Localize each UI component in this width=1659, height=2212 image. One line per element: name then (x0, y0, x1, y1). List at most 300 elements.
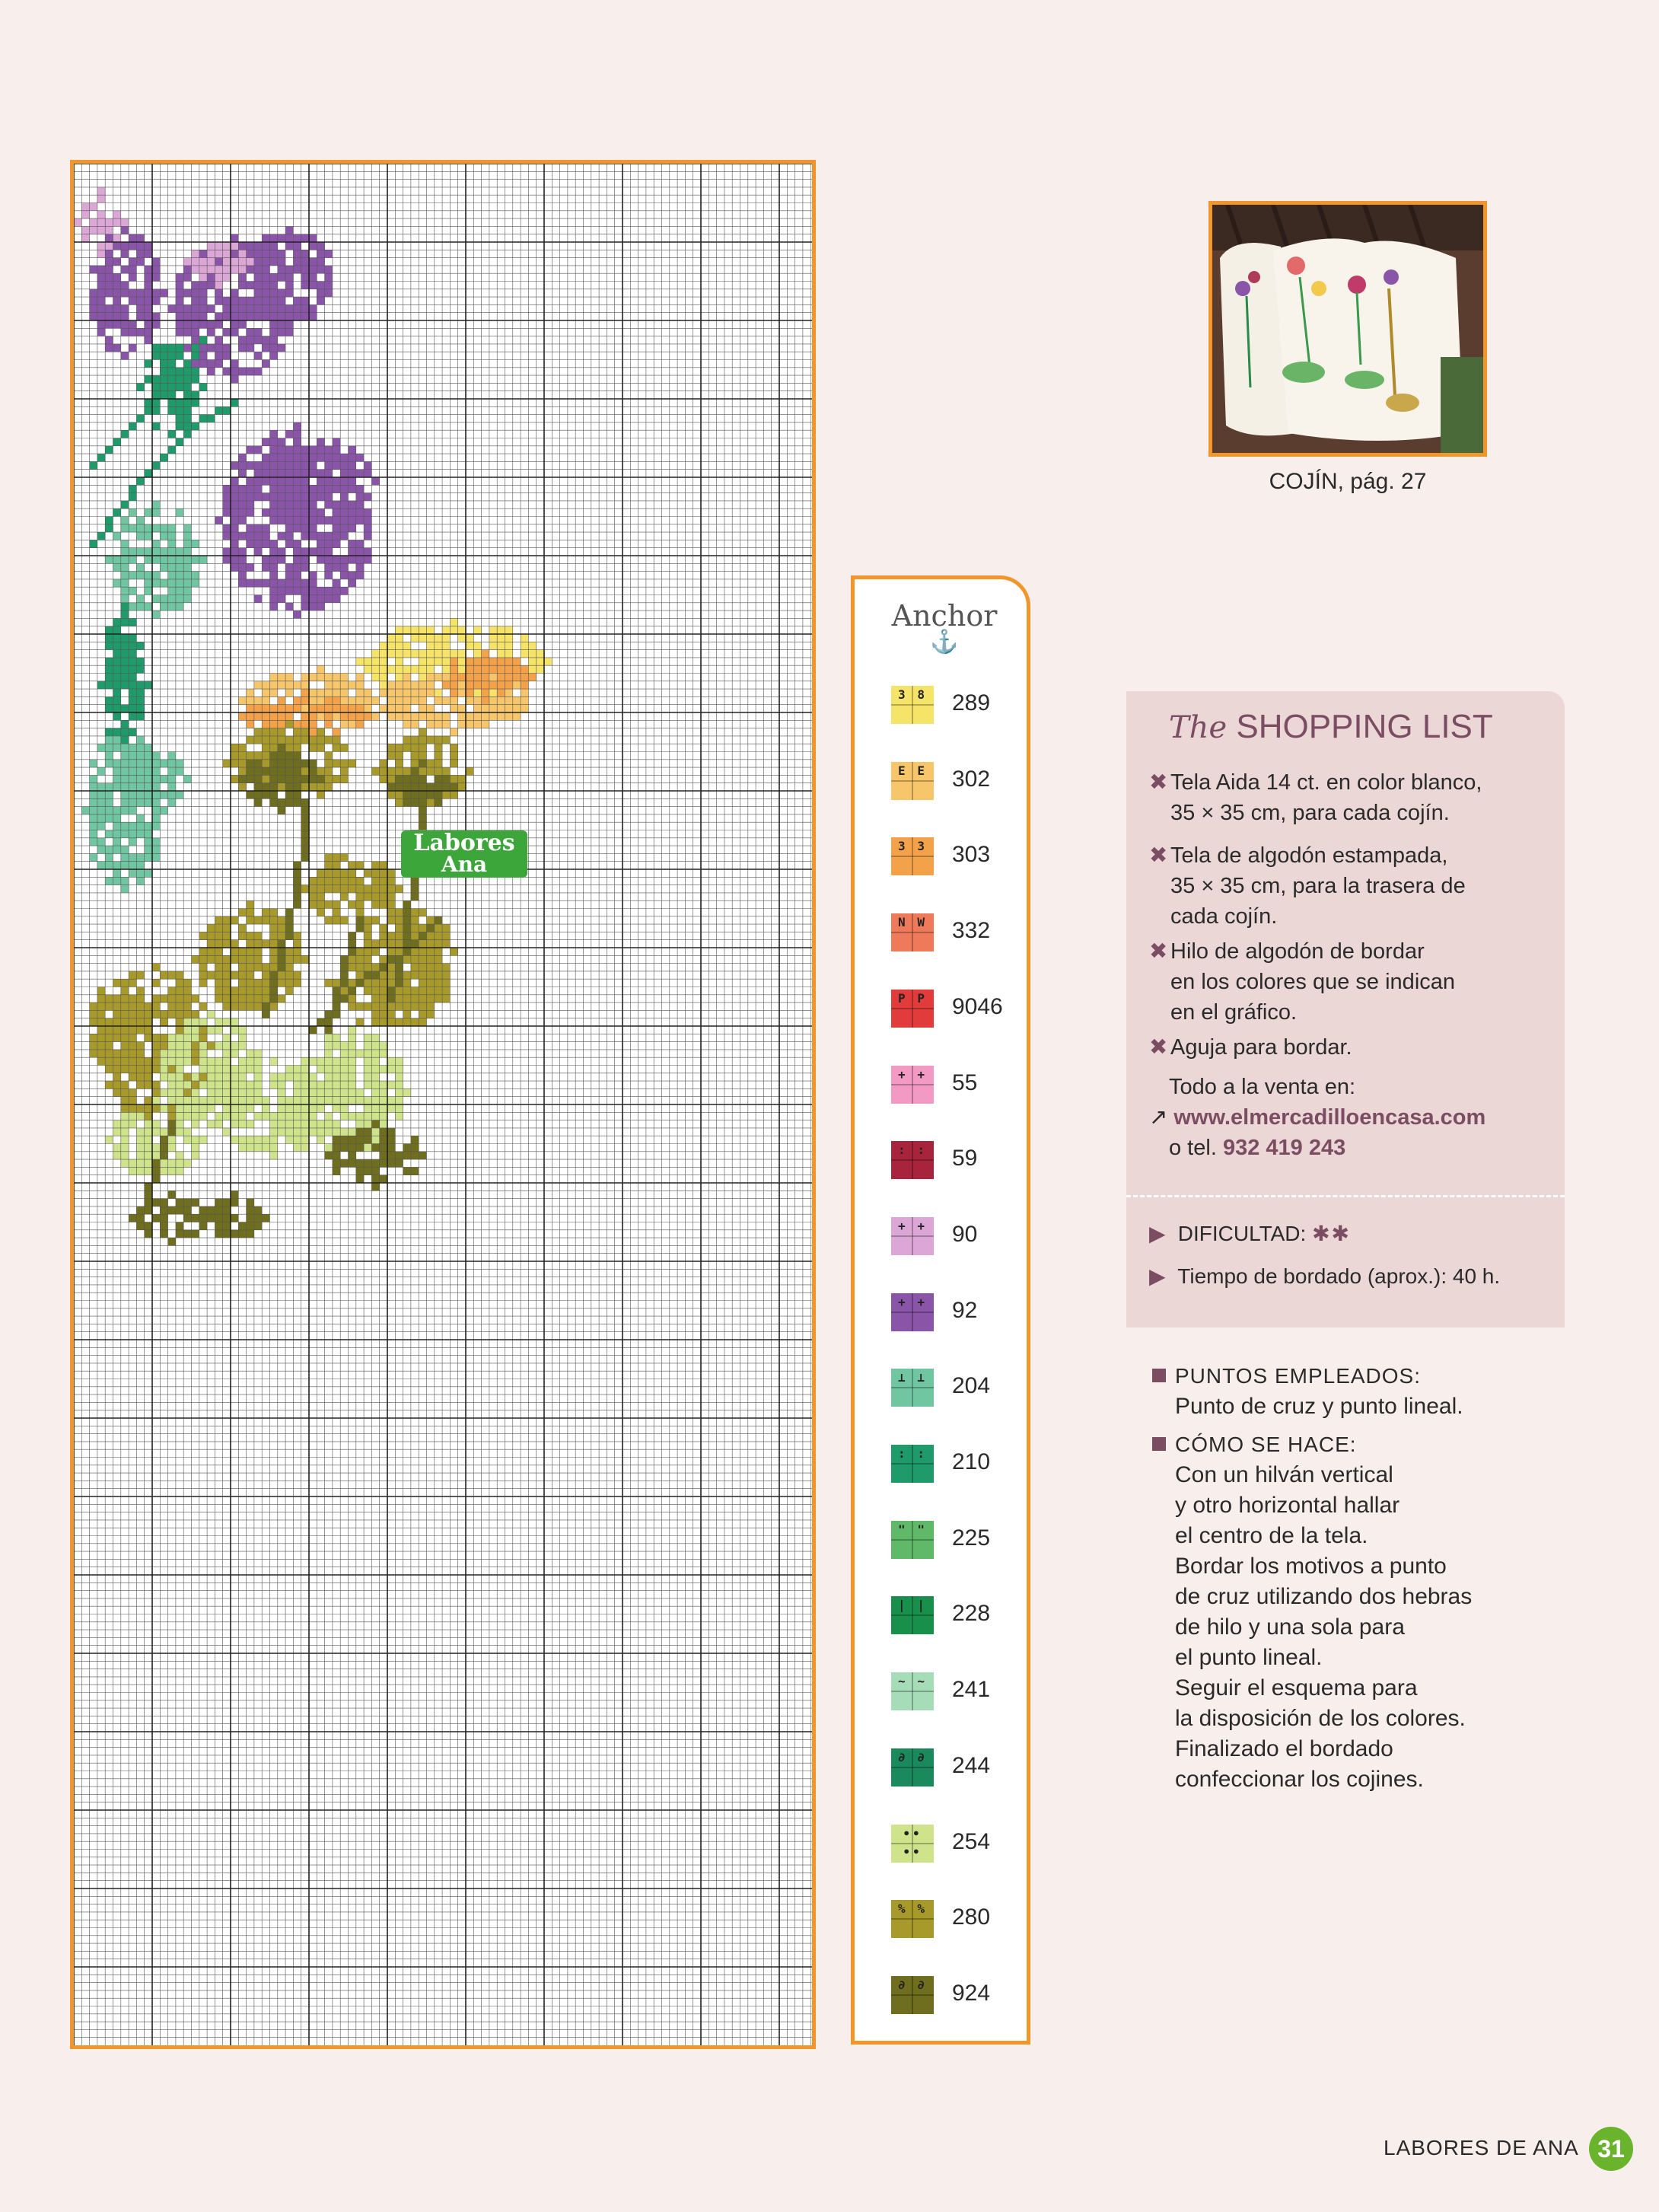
stitch-cell (247, 964, 254, 971)
stitch-cell (270, 987, 278, 995)
stitch-cell (247, 242, 254, 250)
stitch-cell (152, 1097, 160, 1104)
stitch-cell (325, 273, 333, 281)
stitch-cell (301, 1081, 309, 1088)
stitch-cell (497, 650, 505, 658)
stitch-cell (113, 979, 121, 986)
stitch-cell (270, 336, 278, 344)
stitch-cell (97, 289, 105, 297)
stitch-cell (301, 297, 309, 304)
stitch-cell (285, 470, 293, 477)
stitch-cell (121, 556, 129, 563)
stitch-cell (90, 289, 97, 297)
stitch-cell (168, 603, 176, 610)
stitch-cell (325, 783, 333, 791)
stitch-cell (333, 853, 340, 861)
stitch-cell (301, 681, 309, 689)
stitch-cell (97, 313, 105, 320)
stitch-cell (113, 1057, 121, 1065)
stitch-cell (380, 681, 387, 689)
stitch-cell (145, 1066, 152, 1073)
stitch-cell (309, 524, 317, 532)
stitch-cell (270, 328, 278, 336)
legend-item-280 (891, 1900, 1021, 1938)
stitch-cell (183, 375, 191, 383)
legend-code: 254 (952, 1828, 991, 1854)
stitch-cell (160, 375, 167, 383)
stitch-cell (403, 1018, 411, 1026)
stitch-cell (129, 234, 136, 242)
stitch-cell (145, 328, 152, 336)
stitch-cell (458, 634, 466, 642)
stitch-cell (121, 1120, 129, 1128)
stitch-cell (168, 1034, 176, 1041)
stitch-cell (458, 681, 466, 689)
stitch-cell (160, 603, 167, 610)
stitch-cell (309, 1128, 317, 1136)
store-link-row[interactable] (1149, 1102, 1485, 1133)
stitch-cell (199, 1042, 207, 1050)
stitch-cell (473, 705, 481, 712)
stitch-cell (215, 955, 222, 963)
stitch-cell (262, 540, 269, 547)
stitch-cell (145, 1230, 152, 1238)
stitch-cell (270, 924, 278, 932)
stitch-cell (325, 540, 333, 547)
stitch-cell (113, 674, 121, 681)
stitch-cell (105, 634, 113, 642)
stitch-cell (395, 1152, 403, 1159)
stitch-cell (105, 658, 113, 665)
stitch-cell (199, 1222, 207, 1230)
stitch-cell (160, 971, 167, 979)
stitch-cell (356, 877, 364, 884)
stitch-cell (145, 744, 152, 751)
stitch-cell (301, 885, 309, 893)
stitch-cell (97, 791, 105, 798)
stitch-cell (223, 1088, 231, 1096)
stitch-cell (160, 524, 167, 532)
stitch-cell (113, 705, 121, 712)
stitch-cell (411, 744, 419, 751)
stitch-cell (238, 344, 246, 352)
stitch-cell (192, 572, 199, 579)
stitch-cell (152, 313, 160, 320)
stitch-cell (168, 798, 176, 806)
stitch-cell (333, 987, 340, 995)
stitch-cell (419, 1152, 426, 1159)
stitch-cell (231, 775, 238, 782)
stitch-cell (176, 422, 183, 430)
stitch-cell (309, 595, 317, 603)
stitch-cell (215, 1120, 222, 1128)
stitch-cell (270, 1152, 278, 1159)
stitch-cell (380, 1128, 387, 1136)
stitch-cell (113, 242, 121, 250)
stitch-cell (325, 470, 333, 477)
legend-code: 289 (952, 690, 991, 716)
stitch-cell (136, 383, 144, 390)
stitch-cell (231, 752, 238, 760)
stitch-cell (145, 752, 152, 760)
stitch-cell (317, 791, 324, 798)
stitch-cell (207, 282, 215, 289)
stitch-cell (136, 1042, 144, 1050)
stitch-cell (176, 297, 183, 304)
stitch-cell (238, 752, 246, 760)
stitch-cell (411, 971, 419, 979)
stitch-cell (199, 948, 207, 955)
stitch-cell (136, 712, 144, 720)
stitch-cell (340, 1136, 348, 1143)
stitch-cell (349, 548, 356, 556)
stitch-cell (293, 501, 301, 508)
stitch-cell (105, 1136, 113, 1143)
stitch-cell (238, 1042, 246, 1050)
stitch-cell (183, 1230, 191, 1238)
stitch-cell (136, 415, 144, 422)
stitch-cell (419, 955, 426, 963)
stitch-cell (380, 924, 387, 932)
stitch-cell (97, 1057, 105, 1065)
stitch-cell (254, 485, 262, 492)
stitch-cell (262, 438, 269, 446)
stitch-cell (97, 681, 105, 689)
stitch-cell (301, 830, 309, 838)
stitch-cell (129, 853, 136, 861)
stitch-cell (183, 328, 191, 336)
store-website[interactable]: www.elmercadilloencasa.com (1173, 1105, 1486, 1130)
stitch-cell (136, 696, 144, 704)
stitch-cell (238, 517, 246, 524)
stitch-cell (176, 282, 183, 289)
stitch-cell (278, 955, 285, 963)
stitch-cell (325, 681, 333, 689)
stitch-cell (278, 595, 285, 603)
stitch-cell (136, 1057, 144, 1065)
stitch-cell (387, 955, 395, 963)
stitch-cell (340, 1128, 348, 1136)
stitch-cell (349, 760, 356, 767)
stitch-cell (105, 1002, 113, 1010)
stitch-cell (199, 1002, 207, 1010)
stitch-cell (145, 320, 152, 328)
stitch-cell (270, 689, 278, 696)
legend-item-924 (891, 1976, 1021, 2014)
stitch-cell (121, 595, 129, 603)
stitch-cell (466, 720, 473, 728)
stitch-cell (247, 705, 254, 712)
stitch-cell (105, 1042, 113, 1050)
stitch-cell (364, 1128, 371, 1136)
stitch-cell (129, 493, 136, 501)
stitch-cell (333, 728, 340, 736)
stitch-cell (387, 940, 395, 948)
stitch-cell (333, 1159, 340, 1167)
stitch-cell (176, 1097, 183, 1104)
stitch-cell (207, 242, 215, 250)
stitch-cell (340, 877, 348, 884)
stitch-cell (278, 532, 285, 540)
stitch-cell (317, 250, 324, 257)
stitch-cell (121, 877, 129, 884)
time-label: Tiempo de bordado (aprox.): 40 h. (1177, 1264, 1501, 1288)
stitch-cell (340, 689, 348, 696)
stitch-cell (301, 548, 309, 556)
stitch-cell (176, 1104, 183, 1112)
stitch-cell (121, 728, 129, 736)
stitch-cell (270, 728, 278, 736)
stitch-cell (247, 508, 254, 516)
stitch-cell (466, 665, 473, 673)
stitch-cell (136, 313, 144, 320)
stitch-cell (278, 705, 285, 712)
stitch-cell (333, 1120, 340, 1128)
stitch-cell (152, 1120, 160, 1128)
stitch-cell (395, 798, 403, 806)
stitch-cell (113, 760, 121, 767)
stitch-cell (293, 587, 301, 594)
stitch-cell (262, 579, 269, 587)
stitch-cell (183, 320, 191, 328)
stitch-cell (270, 548, 278, 556)
stitch-cell (435, 650, 442, 658)
stitch-cell (505, 712, 513, 720)
stitch-cell (317, 728, 324, 736)
stitch-cell (262, 289, 269, 297)
stitch-cell (458, 783, 466, 791)
stitch-cell (121, 681, 129, 689)
stitch-cell (356, 563, 364, 571)
stitch-cell (199, 1034, 207, 1041)
stitch-cell (152, 783, 160, 791)
stitch-cell (199, 289, 207, 297)
stitch-cell (105, 744, 113, 751)
stitch-cell (192, 336, 199, 344)
stitch-cell (152, 289, 160, 297)
stitch-cell (238, 572, 246, 579)
stitch-cell (270, 352, 278, 359)
stitch-cell (427, 924, 435, 932)
stitch-cell (121, 610, 129, 618)
stitch-cell (183, 430, 191, 438)
stitch-cell (192, 1010, 199, 1018)
stitch-cell (356, 1144, 364, 1152)
stitch-cell (183, 556, 191, 563)
stitch-cell (121, 846, 129, 853)
stitch-cell (254, 548, 262, 556)
stitch-cell (333, 909, 340, 916)
stitch-cell (231, 461, 238, 469)
stitch-cell (340, 893, 348, 900)
stitch-cell (380, 650, 387, 658)
stitch-cell (435, 916, 442, 924)
stitch-cell (168, 971, 176, 979)
stitch-cell (395, 1057, 403, 1065)
stitch-cell (505, 705, 513, 712)
stitch-cell (136, 524, 144, 532)
stitch-cell (215, 1199, 222, 1206)
stitch-cell (152, 1010, 160, 1018)
stitch-cell (301, 736, 309, 744)
stitch-cell (489, 665, 497, 673)
stitch-cell (278, 477, 285, 485)
stitch-cell (215, 250, 222, 257)
stitch-cell (247, 916, 254, 924)
stitch-cell (411, 783, 419, 791)
stitch-cell (262, 266, 269, 273)
stitch-cell (395, 791, 403, 798)
stitch-cell (105, 1026, 113, 1034)
stitch-cell (254, 783, 262, 791)
stitch-cell (521, 665, 528, 673)
stitch-cell (223, 250, 231, 257)
stitch-cell (301, 470, 309, 477)
shopping-item-text: Tela Aida 14 ct. en color blanco, (1170, 770, 1482, 795)
stitch-cell (238, 320, 246, 328)
stitch-cell (105, 752, 113, 760)
stitch-cell (301, 508, 309, 516)
stitch-cell (395, 964, 403, 971)
stitch-cell (254, 477, 262, 485)
stitch-cell (254, 1112, 262, 1120)
stitch-cell (325, 517, 333, 524)
stitch-cell (293, 524, 301, 532)
stitch-cell (317, 893, 324, 900)
stitch-cell (285, 320, 293, 328)
legend-item-59 (891, 1141, 1021, 1179)
stitch-cell (152, 822, 160, 830)
stitch-cell (473, 626, 481, 634)
stitch-cell (192, 540, 199, 547)
stitch-cell (168, 595, 176, 603)
stitch-cell (419, 822, 426, 830)
stitch-cell (395, 744, 403, 751)
stitch-cell (419, 696, 426, 704)
stitch-cell (183, 1088, 191, 1096)
stitch-cell (136, 814, 144, 822)
stitch-cell (136, 681, 144, 689)
stitch-cell (364, 548, 371, 556)
stitch-cell (215, 1066, 222, 1073)
stitch-cell (160, 1167, 167, 1175)
stitch-cell (285, 493, 293, 501)
stitch-cell (136, 1104, 144, 1112)
stitch-cell (136, 532, 144, 540)
stitch-cell (270, 430, 278, 438)
stitch-cell (411, 650, 419, 658)
stitch-cell (293, 563, 301, 571)
legend-item-244 (891, 1748, 1021, 1786)
legend-item-225 (891, 1521, 1021, 1559)
stitch-cell (419, 1010, 426, 1018)
stitch-cell (176, 1112, 183, 1120)
stitch-cell (215, 995, 222, 1002)
stitch-cell (278, 681, 285, 689)
stitch-cell (411, 924, 419, 932)
stitch-cell (435, 798, 442, 806)
stitch-cell (90, 313, 97, 320)
stitch-cell (97, 846, 105, 853)
stitch-cell (121, 1026, 129, 1034)
stitch-cell (293, 955, 301, 963)
stitch-cell (356, 1112, 364, 1120)
stitch-cell (183, 995, 191, 1002)
stitch-cell (199, 313, 207, 320)
stitch-cell (293, 791, 301, 798)
stitch-cell (301, 846, 309, 853)
stitch-cell (309, 712, 317, 720)
stitch-cell (247, 532, 254, 540)
stitch-cell (380, 767, 387, 775)
stitch-cell (309, 304, 317, 312)
stitch-cell (262, 1144, 269, 1152)
stitch-cell (317, 1057, 324, 1065)
stitch-cell (129, 869, 136, 877)
stitch-cell (442, 642, 450, 649)
stitch-cell (325, 979, 333, 986)
stitch-cell (105, 289, 113, 297)
stitch-cell (183, 1034, 191, 1041)
stitch-cell (293, 556, 301, 563)
stitch-cell (435, 924, 442, 932)
stitch-cell (364, 689, 371, 696)
stitch-cell (176, 1018, 183, 1026)
stitch-cell (387, 744, 395, 751)
stitch-cell (349, 900, 356, 908)
stitch-cell (238, 470, 246, 477)
stitch-cell (247, 760, 254, 767)
stitch-cell (395, 783, 403, 791)
stitch-cell (482, 665, 489, 673)
stitch-cell (513, 674, 521, 681)
stitch-cell (403, 995, 411, 1002)
stitch-cell (152, 760, 160, 767)
stitch-cell (419, 689, 426, 696)
stitch-cell (113, 234, 121, 242)
stitch-cell (247, 1002, 254, 1010)
stitch-cell (231, 760, 238, 767)
stitch-cell (293, 540, 301, 547)
stitch-cell (317, 587, 324, 594)
stitch-cell (129, 1050, 136, 1057)
stitch-cell (152, 548, 160, 556)
stitch-cell (340, 587, 348, 594)
labores-de-ana-logo (401, 830, 527, 878)
stitch-cell (278, 1073, 285, 1081)
stitch-cell (364, 705, 371, 712)
stitch-cell (152, 838, 160, 846)
stitch-cell (309, 1104, 317, 1112)
stitch-cell (411, 964, 419, 971)
stitch-cell (136, 517, 144, 524)
stitch-cell (160, 1214, 167, 1222)
stitch-cell (215, 406, 222, 414)
stitch-cell (403, 626, 411, 634)
stitch-cell (223, 273, 231, 281)
stitch-cell (356, 689, 364, 696)
stitch-cell (183, 1128, 191, 1136)
stitch-cell (293, 297, 301, 304)
stitch-cell (293, 760, 301, 767)
stitch-cell (207, 1057, 215, 1065)
stitch-cell (231, 289, 238, 297)
stitch-cell (113, 838, 121, 846)
stitch-cell (145, 572, 152, 579)
stitch-cell (160, 289, 167, 297)
stitch-cell (129, 328, 136, 336)
stitch-cell (199, 297, 207, 304)
